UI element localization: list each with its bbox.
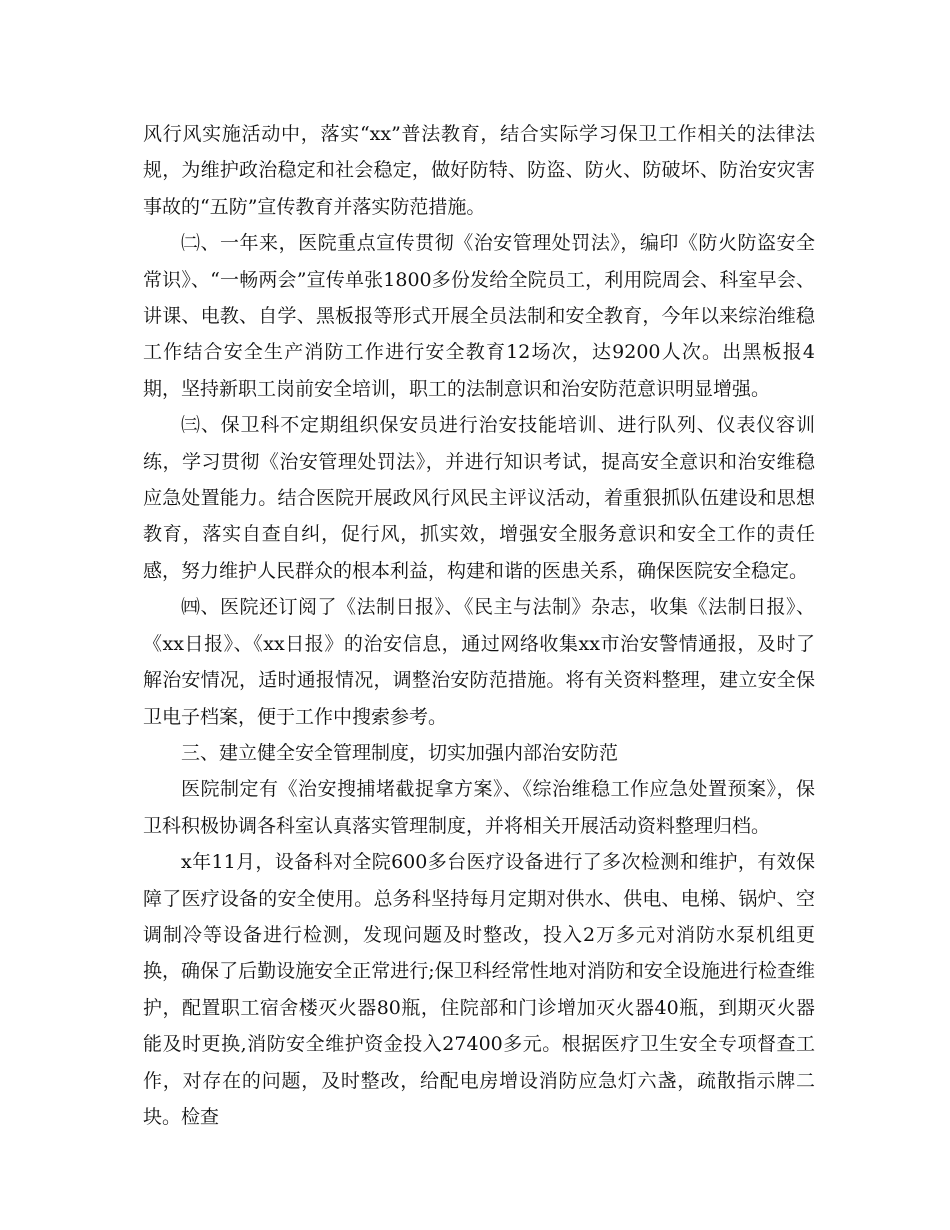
paragraph-item-4: ㈣、医院还订阅了《法制日报》、《民主与法制》杂志，收集《法制日报》、《xx日报》、《xx日报》的治安信息，通过网络收集xx市治安警情通报，及时了解治安情况，适时通报情况，调整治安防范措施。将有关资料整理，建立安全保卫电子档案，便于工作中搜索参考。 <box>143 596 815 728</box>
paragraph-item-2: ㈡、一年来，医院重点宣传贯彻《治安管理处罚法》，编印《防火防盗安全常识》、“一畅两会”宣传单张1800多份发给全院员工，利用院周会、科室早会、讲课、电教、自学、黑板报等形式开展全员法制和安全教育，今年以来综治维稳工作结合安全生产消防工作进行安全教育12场次，达9200人次。出黑板报4期，坚持新职工岗前安全培训，职工的法制意识和治安防范意识明显增强。 <box>143 232 815 400</box>
paragraph-plans: 医院制定有《治安搜捕堵截捉拿方案》、《综治维稳工作应急处置预案》，保卫科积极协调各科室认真落实管理制度，并将相关开展活动资料整理归档。 <box>143 778 815 837</box>
paragraph-equipment: x年11月，设备科对全院600多台医疗设备进行了多次检测和维护，有效保障了医疗设备的安全使用。总务科坚持每月定期对供水、供电、电梯、锅炉、空调制冷等设备进行检测，发现问题及时整改，投入2万多元对消防水泵机组更换，确保了后勤设施安全正常进行;保卫科经常性地对消防和安全设施进行检查维护，配置职工宿舍楼灭火器80瓶，住院部和门诊增加灭火器40瓶，到期灭火器能及时更换,消防安全维护资金投入27400多元。根据医疗卫生安全专项督查工作，对存在的问题，及时整改，给配电房增设消防应急灯六盏，疏散指示牌二块。检查 <box>143 851 815 1128</box>
paragraph-intro-continuation: 风行风实施活动中，落实“xx”普法教育，结合实际学习保卫工作相关的法律法规，为维护政治稳定和社会稳定，做好防特、防盗、防火、防破坏、防治安灾害事故的“五防”宣传教育并落实防范措施。 <box>143 123 815 218</box>
paragraph-item-3: ㈢、保卫科不定期组织保安员进行治安技能培训、进行队列、仪表仪容训练，学习贯彻《治安管理处罚法》，并进行知识考试，提高安全意识和治安维稳应急处置能力。结合医院开展政风行风民主评议活动，着重狠抓队伍建设和思想教育，落实自查自纠，促行风，抓实效，增强安全服务意识和安全工作的责任感，努力维护人民群众的根本利益，构建和谐的医患关系，确保医院安全稳定。 <box>143 414 815 582</box>
document-body <box>143 116 815 1135</box>
section-heading-3: 三、建立健全安全管理制度，切实加强内部治安防范 <box>181 741 619 764</box>
